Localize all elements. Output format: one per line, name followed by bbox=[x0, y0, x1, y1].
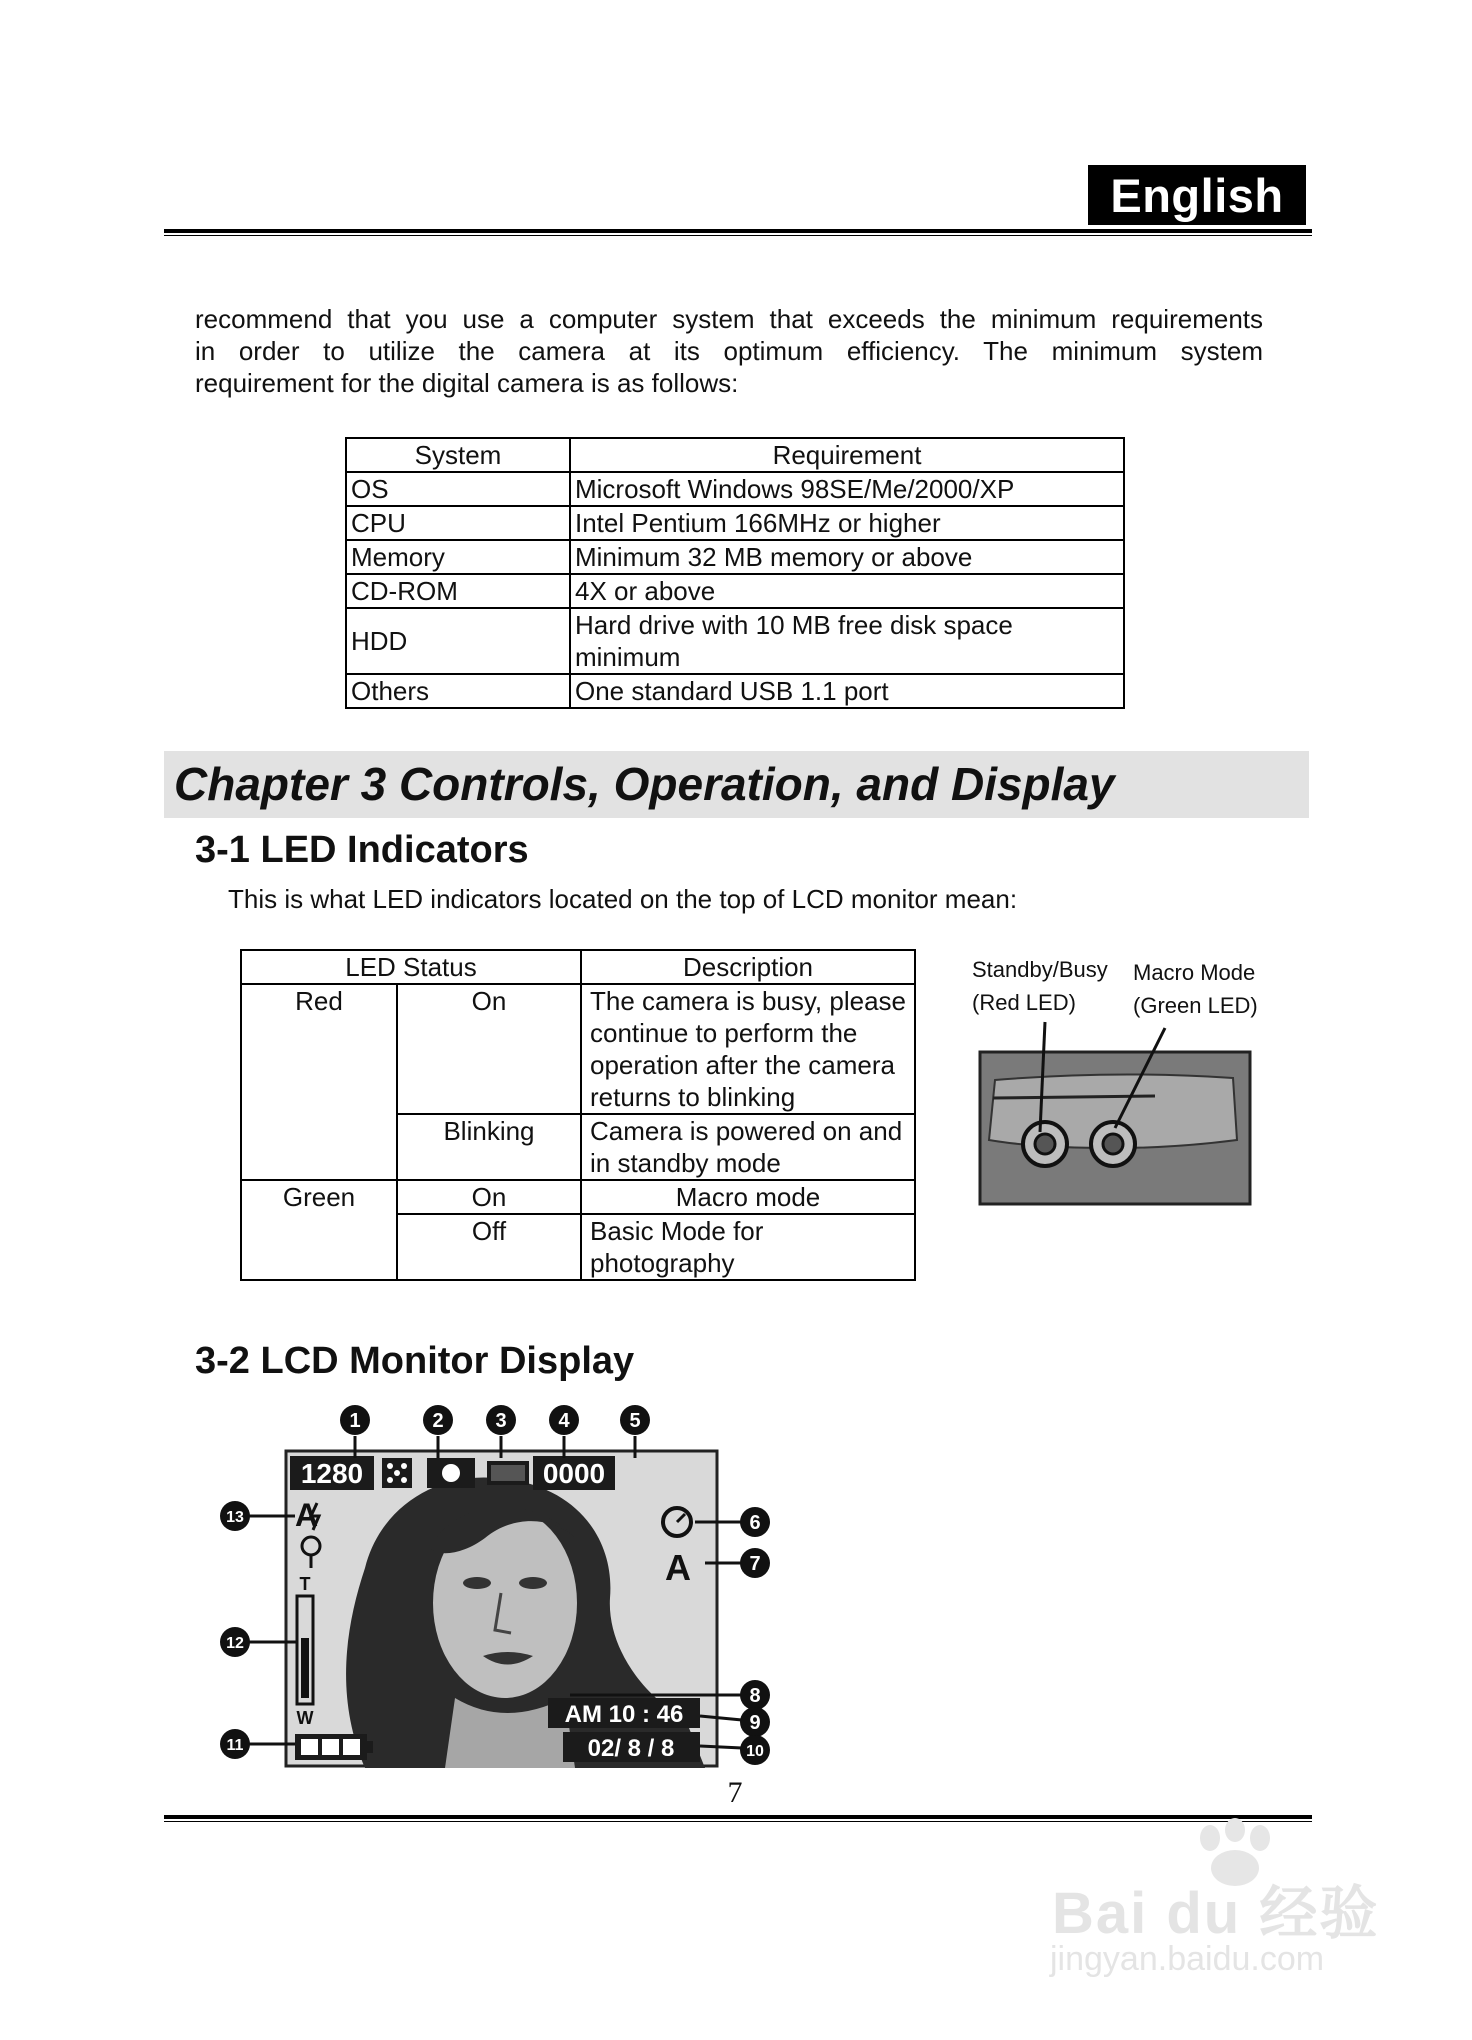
macro-led-icon bbox=[1091, 1122, 1135, 1166]
intro-line: requirement for the digital camera is as follows: bbox=[195, 368, 739, 398]
section-title-lcd: 3-2 LCD Monitor Display bbox=[195, 1340, 635, 1382]
callout-1-icon bbox=[340, 1405, 370, 1435]
led-description-cell: Camera is powered on and in standby mode bbox=[581, 1114, 915, 1180]
zoom-bar bbox=[297, 1574, 314, 1728]
callout-6-icon bbox=[740, 1507, 770, 1537]
table-cell: Hard drive with 10 MB free disk space minimum bbox=[570, 608, 1124, 674]
time-readout bbox=[548, 1698, 700, 1728]
quality-icon bbox=[382, 1458, 412, 1488]
footer-rule bbox=[164, 1815, 1312, 1819]
svg-text:3: 3 bbox=[495, 1410, 507, 1432]
resolution-readout bbox=[290, 1456, 374, 1490]
table-cell: 4X or above bbox=[570, 574, 1124, 608]
callout-13-icon bbox=[220, 1501, 250, 1531]
shots-counter bbox=[533, 1456, 615, 1490]
table-cell: CPU bbox=[346, 506, 570, 540]
table-cell: One standard USB 1.1 port bbox=[570, 674, 1124, 708]
led-state-cell: Off bbox=[397, 1214, 581, 1280]
svg-text:2: 2 bbox=[432, 1410, 444, 1432]
svg-text:12: 12 bbox=[226, 1635, 244, 1652]
macro-led-sublabel: (Green LED) bbox=[1133, 993, 1258, 1018]
led-state-cell: On bbox=[397, 984, 581, 1114]
white-balance-icon bbox=[665, 1547, 691, 1588]
svg-text:AM 10 : 46: AM 10 : 46 bbox=[564, 1701, 684, 1728]
table-row bbox=[346, 574, 1124, 608]
svg-text:A: A bbox=[295, 1497, 319, 1533]
led-color-cell: Green bbox=[241, 1180, 397, 1280]
footer-rule-thin bbox=[164, 1821, 1312, 1822]
callout-2-icon bbox=[423, 1405, 453, 1435]
standby-led-label: Standby/Busy bbox=[972, 957, 1108, 982]
header-rule-thin bbox=[164, 235, 1312, 236]
svg-text:T: T bbox=[299, 1574, 311, 1594]
svg-text:1280: 1280 bbox=[300, 1458, 364, 1489]
page-number: 7 bbox=[727, 1776, 743, 1809]
led-description-cell: Basic Mode for photography bbox=[581, 1214, 915, 1280]
callout-7-icon bbox=[740, 1548, 770, 1578]
table-row bbox=[241, 1180, 915, 1214]
svg-text:4: 4 bbox=[558, 1410, 570, 1432]
standby-led-icon bbox=[1023, 1122, 1067, 1166]
intro-line: in order to utilize the camera at its optimum efficiency. The minimum system bbox=[195, 336, 1263, 366]
svg-text:W: W bbox=[296, 1708, 314, 1728]
led-description-cell: The camera is busy, please continue to perform the operation after the camera returns to blinking bbox=[581, 984, 915, 1114]
table-row bbox=[346, 540, 1124, 574]
flash-icon bbox=[295, 1497, 319, 1533]
macro-led-label: Macro Mode bbox=[1133, 960, 1256, 985]
header-rule bbox=[164, 229, 1312, 233]
camera-mode-icon bbox=[427, 1458, 475, 1488]
table-cell: Memory bbox=[346, 540, 570, 574]
svg-text:7: 7 bbox=[749, 1553, 761, 1575]
svg-text:1: 1 bbox=[349, 1410, 361, 1432]
table-cell: Others bbox=[346, 674, 570, 708]
svg-text:0000: 0000 bbox=[542, 1458, 606, 1489]
svg-text:5: 5 bbox=[629, 1410, 641, 1432]
svg-text:9: 9 bbox=[749, 1712, 761, 1734]
svg-text:8: 8 bbox=[749, 1685, 761, 1707]
table-cell: Minimum 32 MB memory or above bbox=[570, 540, 1124, 574]
table-cell: HDD bbox=[346, 608, 570, 674]
callout-9-icon bbox=[740, 1707, 770, 1737]
svg-text:13: 13 bbox=[226, 1509, 244, 1526]
intro-paragraph bbox=[195, 303, 1263, 399]
callout-3-icon bbox=[486, 1405, 516, 1435]
callout-11-icon bbox=[220, 1729, 250, 1759]
date-readout bbox=[563, 1732, 700, 1762]
standby-led-sublabel: (Red LED) bbox=[972, 990, 1076, 1015]
led-location-figure bbox=[975, 1020, 1265, 1210]
led-color-cell: Red bbox=[241, 984, 397, 1180]
battery-icon bbox=[295, 1734, 373, 1760]
led-indicator-table bbox=[240, 949, 916, 1281]
table-row bbox=[346, 608, 1124, 674]
header-cell: System bbox=[346, 438, 570, 472]
watermark-brand: Bai du 经验 bbox=[1052, 1881, 1380, 1946]
table-cell: OS bbox=[346, 472, 570, 506]
header-cell: Description bbox=[581, 950, 915, 984]
watermark-url: jingyan.baidu.com bbox=[1050, 1940, 1325, 1978]
svg-text:10: 10 bbox=[746, 1743, 764, 1760]
led-state-cell: Blinking bbox=[397, 1114, 581, 1180]
led-description-cell: Macro mode bbox=[581, 1180, 915, 1214]
header-cell: LED Status bbox=[241, 950, 581, 984]
table-header-row bbox=[241, 950, 915, 984]
table-row bbox=[346, 506, 1124, 540]
callout-5-icon bbox=[620, 1405, 650, 1435]
callout-10-icon bbox=[740, 1735, 770, 1765]
table-header-row bbox=[346, 438, 1124, 472]
lcd-display-figure bbox=[215, 1398, 775, 1773]
chapter-title: Chapter 3 Controls, Operation, and Display bbox=[174, 758, 1115, 810]
table-cell: CD-ROM bbox=[346, 574, 570, 608]
table-cell: Microsoft Windows 98SE/Me/2000/XP bbox=[570, 472, 1124, 506]
svg-text:11: 11 bbox=[226, 1737, 244, 1754]
table-row bbox=[346, 472, 1124, 506]
section-description: This is what LED indicators located on the top of LCD monitor mean: bbox=[228, 884, 1018, 914]
language-badge: English bbox=[1088, 165, 1306, 225]
callout-4-icon bbox=[549, 1405, 579, 1435]
table-cell: Intel Pentium 166MHz or higher bbox=[570, 506, 1124, 540]
header-cell: Requirement bbox=[570, 438, 1124, 472]
led-state-cell: On bbox=[397, 1180, 581, 1214]
section-title-led: 3-1 LED Indicators bbox=[195, 829, 529, 871]
table-row bbox=[241, 984, 915, 1114]
svg-text:A: A bbox=[665, 1547, 691, 1588]
callout-12-icon bbox=[220, 1627, 250, 1657]
system-requirements-table bbox=[345, 437, 1125, 709]
intro-line: recommend that you use a computer system that exceeds the minimum requirements bbox=[195, 304, 1263, 334]
callout-8-icon bbox=[740, 1680, 770, 1710]
memory-card-icon bbox=[487, 1461, 529, 1485]
table-row bbox=[346, 674, 1124, 708]
svg-text:6: 6 bbox=[749, 1512, 761, 1534]
svg-text:02/ 8 / 8: 02/ 8 / 8 bbox=[587, 1735, 675, 1762]
